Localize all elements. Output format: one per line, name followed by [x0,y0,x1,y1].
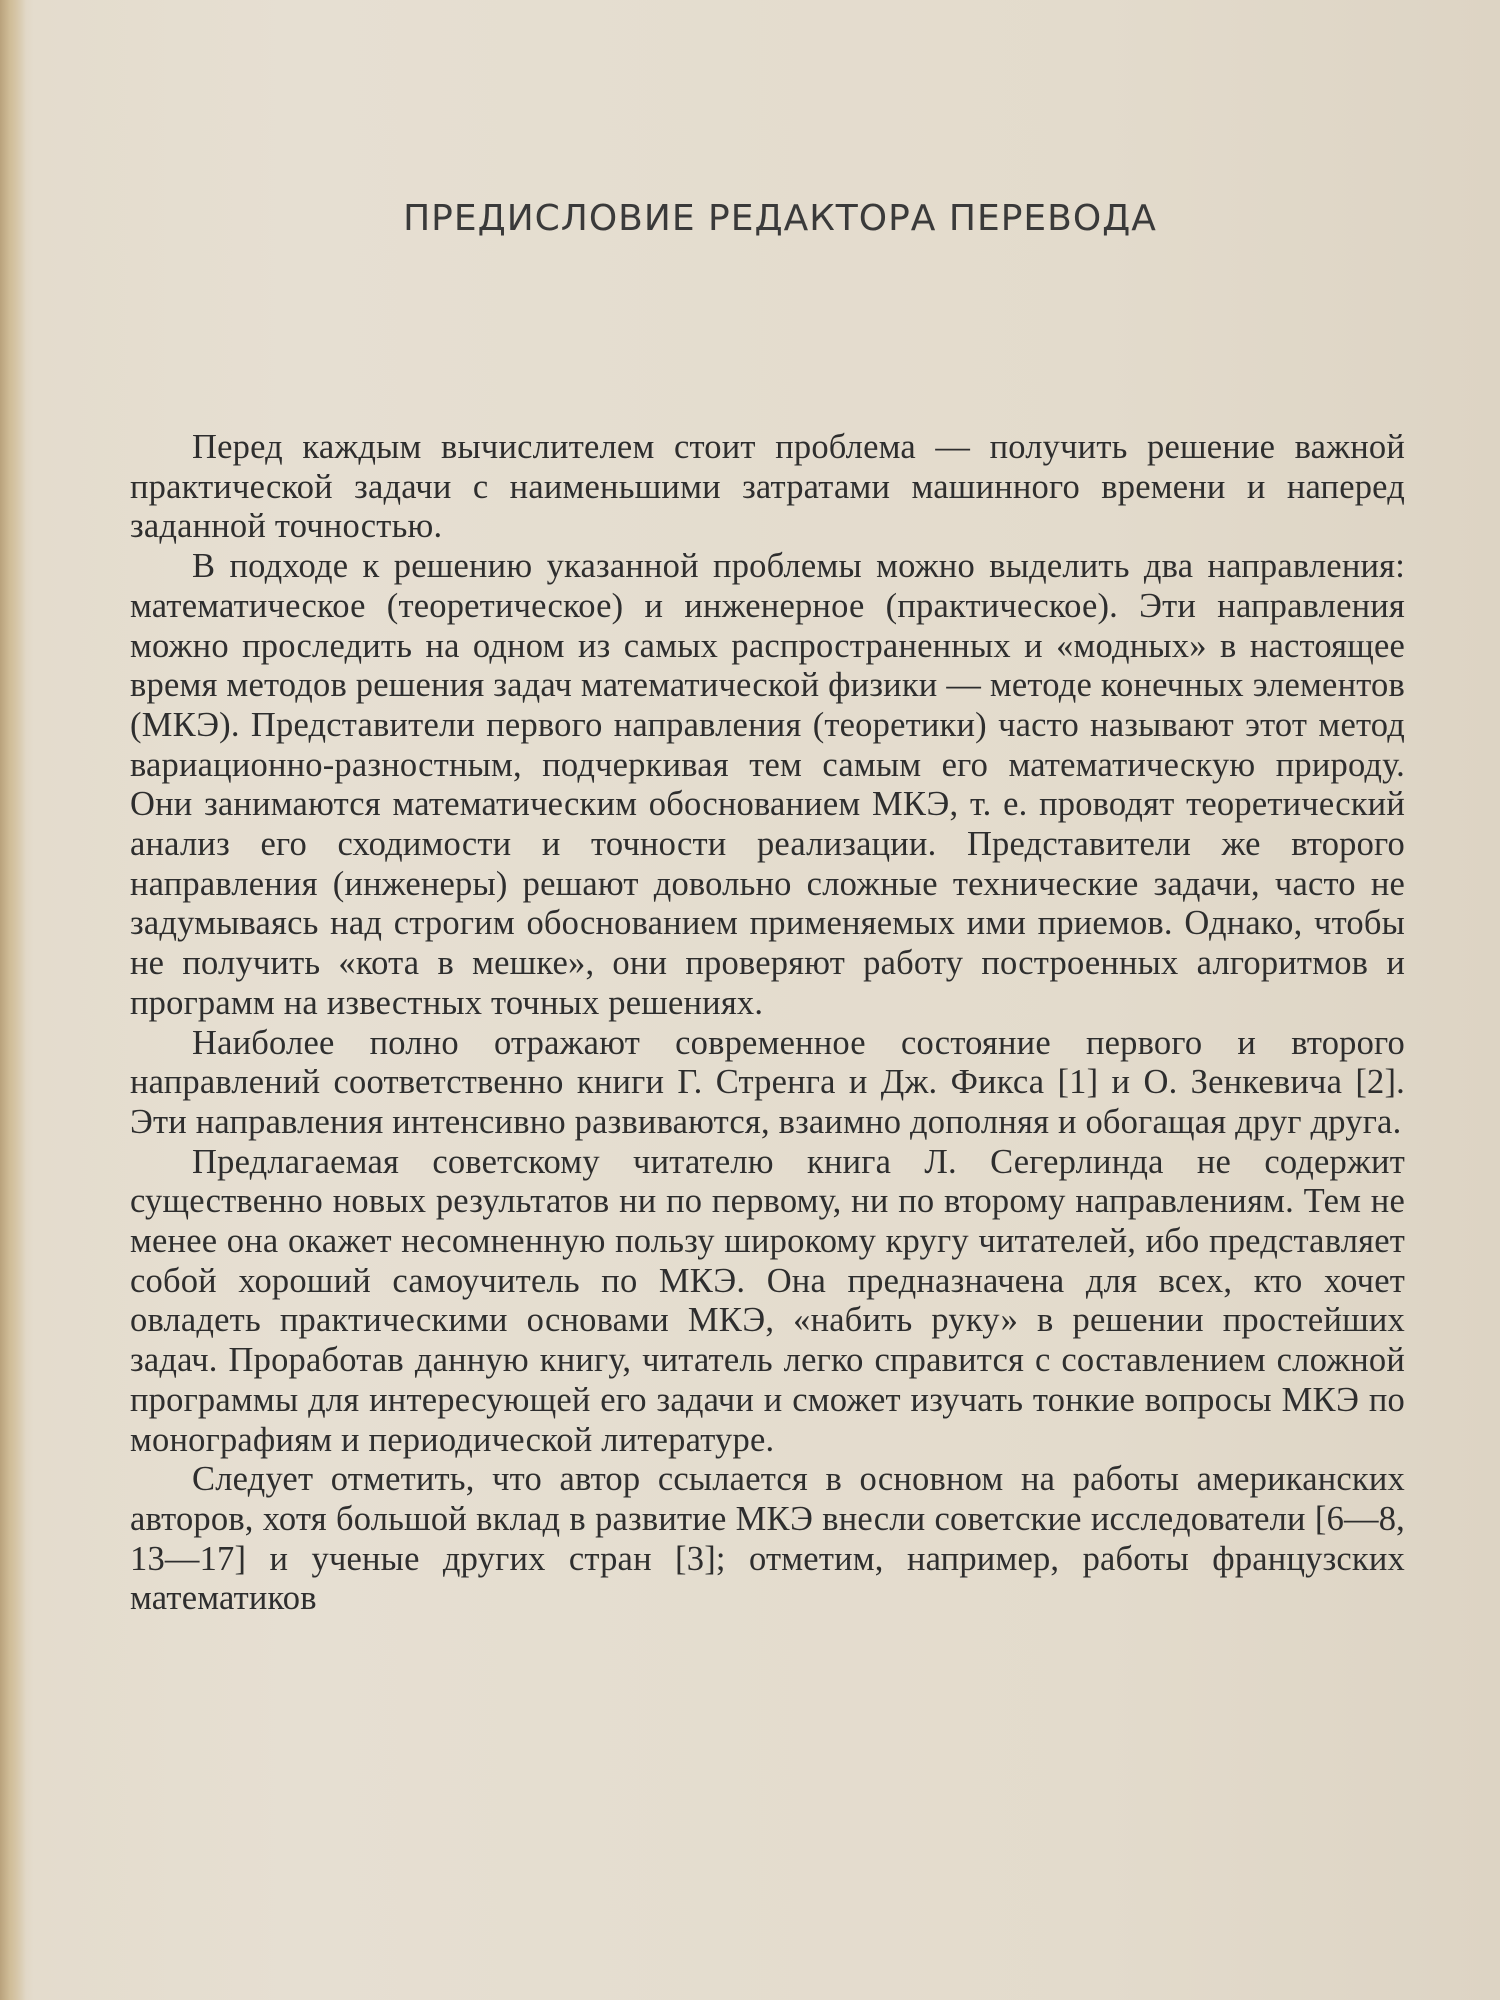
page-binding-edge [0,0,26,2000]
paragraph-2: В подходе к решению указанной проблемы можно выделить два направления: математическое (теоретическое) и инженерное (практическое). Эти направления можно проследить на одном из самых распространенных и «модных» в настоящее время методов решения задач математической физики — методе конечных элементов (МКЭ). Представители первого направления (теоретики) часто называют этот метод вариационно-разностным, подчеркивая тем самым его математическую природу. Они занимаются математическим обоснованием МКЭ, т. е. проводят теоретический анализ его сходимости и точности реализации. Представители же второго направления (инженеры) решают довольно сложные технические задачи, часто не задумываясь над строгим обоснованием применяемых ими приемов. Однако, чтобы не получить «кота в мешке», они проверяют работу построенных алгоритмов и программ на известных точных решениях. [130,547,1405,1022]
page-title: ПРЕДИСЛОВИЕ РЕДАКТОРА ПЕРЕВОДА [403,198,1157,239]
paragraph-5: Следует отметить, что автор ссылается в основном на работы американских авторов, хотя большой вклад в развитие МКЭ внесли советские исследователи [6—8, 13—17] и ученые других стран [3]; отметим, например, работы французских математиков [130,1460,1405,1618]
paragraph-3: Наиболее полно отражают современное состояние первого и второго направлений соответственно книги Г. Стренга и Дж. Фикса [1] и О. Зенкевича [2]. Эти направления интенсивно развиваются, взаимно дополняя и обогащая друг друга. [130,1023,1405,1141]
preface-body [130,428,1405,1619]
paragraph-4: Предлагаемая советскому читателю книга Л. Сегерлинда не содержит существенно новых результатов ни по первому, ни по второму направлениям. Тем не менее она окажет несомненную пользу широкому кругу читателей, ибо представляет собой хороший самоучитель по МКЭ. Она предназначена для всех, кто хочет овладеть практическими основами МКЭ, «набить руку» в решении простейших задач. Проработав данную книгу, читатель легко справится с составлением сложной программы для интересующей его задачи и сможет изучать тонкие вопросы МКЭ по монографиям и периодической литературе. [130,1142,1405,1459]
paragraph-1: Перед каждым вычислителем стоит проблема — получить решение важной практической задачи с наименьшими затратами машинного времени и наперед заданной точностью. [130,428,1405,546]
